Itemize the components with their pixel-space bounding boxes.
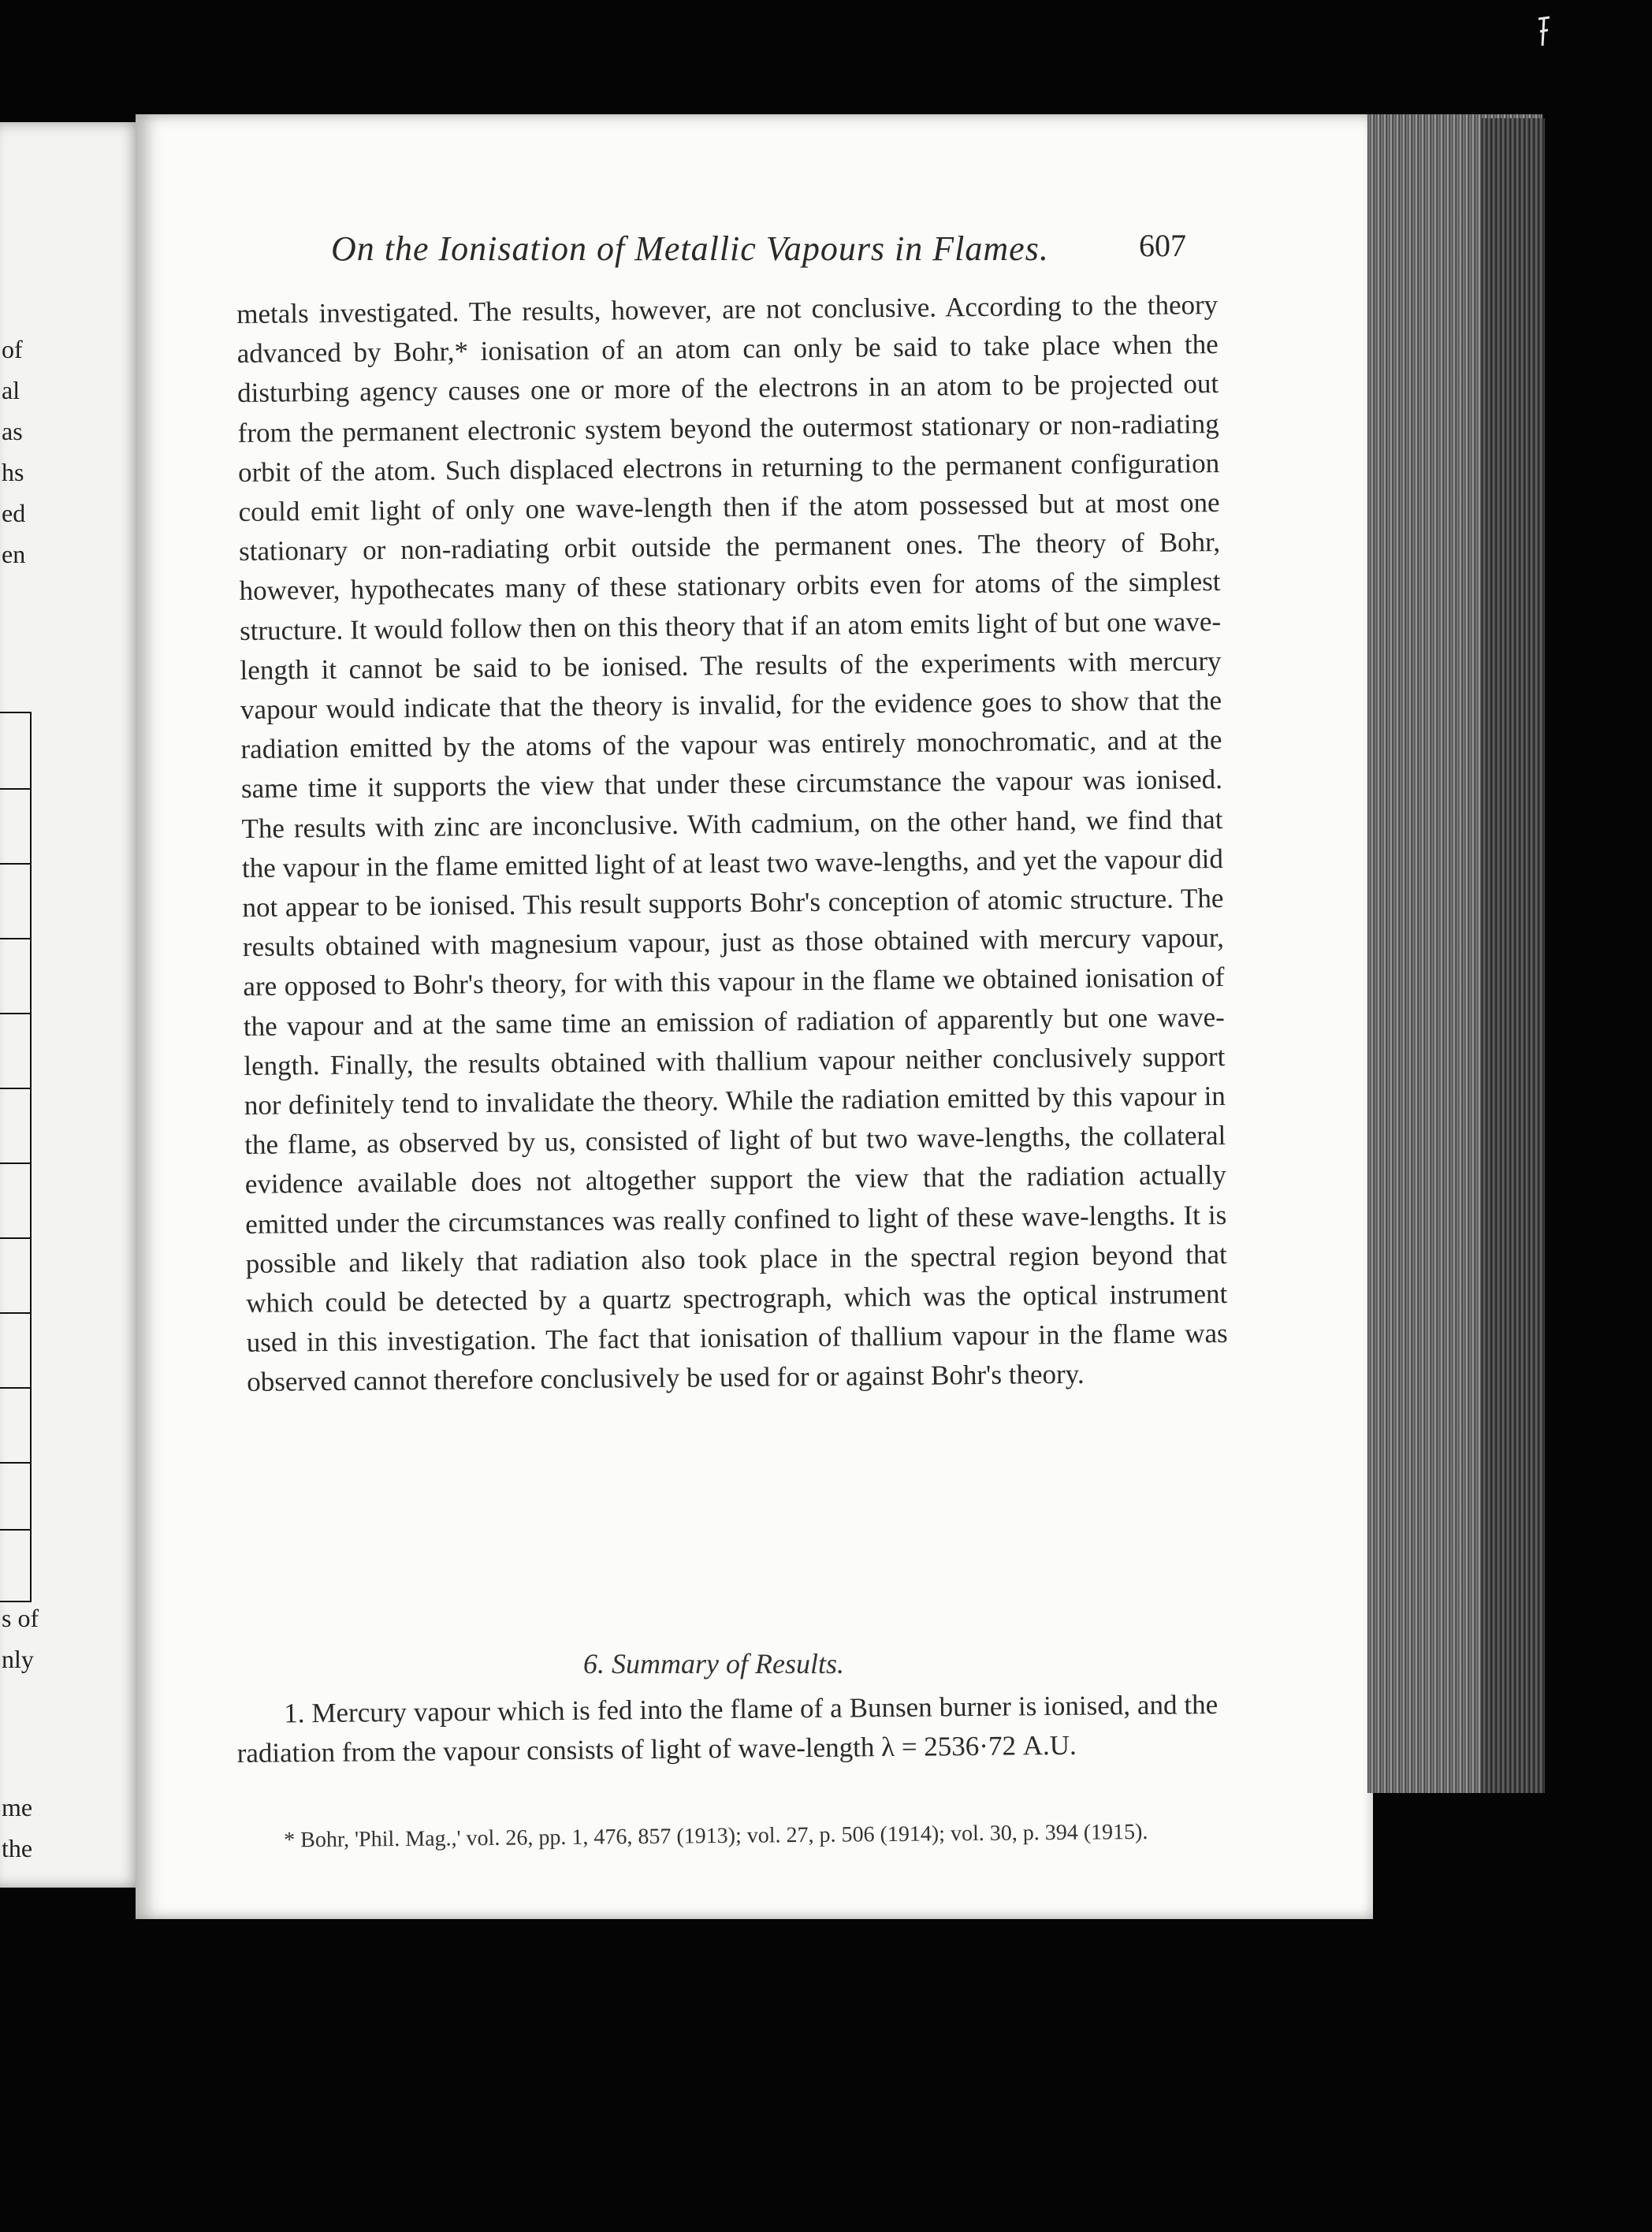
table-rule — [0, 938, 32, 939]
corner-mark-icon — [1535, 14, 1553, 49]
page-number: 607 — [1139, 228, 1186, 263]
section-heading: 6. Summary of Results. — [583, 1648, 844, 1680]
facing-page-fragment: ed — [2, 499, 26, 527]
facing-page — [0, 122, 142, 1888]
facing-page-fragment: al — [2, 376, 20, 404]
table-rule — [0, 1013, 32, 1014]
body-paragraph: metals investigated. The results, however, are not conclusive. According to the theory advanced by Bohr,* ionisation of an atom can only be said to take place when the disturbing agency causes one or more of the electrons in an atom to be projected out from the permanent electronic system beyond the outermost stationary or non-radiating orbit of the atom. Such displaced electrons in returning to the permanent configuration could emit light of only one wave-length then if the atom possessed but at most one stationary or non-radiating orbit outside the permanent ones. The theory of Bohr, however, hypothecates many of these stationary orbits even for atoms of the simplest structure. It would follow then on this theory that if an atom emits light of but one wave-length it cannot be said to be ionised. The results of the experiments with mercury vapour would indicate that the theory is invalid, for the evidence goes to show that the radiation emitted by the atoms of the vapour was entirely monochromatic, and at the same time it supports the view that under these circumstance the vapour was ionised. The results with zinc are inconclusive. With cadmium, on the other hand, we find that the vapour in the flame emitted light of at least two wave-lengths, and yet the vapour did not appear to be ionised. This result supports Bohr's conception of atomic structure. The results obtained with magnesium vapour, just as those obtained with mercury vapour, are opposed to Bohr's theory, for with this vapour in the flame we obtained ionisation of the vapour and at the same time an emission of radiation of apparently but one wave-length. Finally, the results obtained with thallium vapour neither conclusively support nor definitely tend to invalidate the theory. While the radiation emitted by this vapour in the flame, as observed by us, consisted of light of but two wave-lengths, the collateral evidence available does not altogether support the view that the radiation actually emitted under the circumstances was really confined to light of these wave-lengths. It is possible and likely that radiation also took place in the spectral region beyond that which could be detected by a quartz spectrograph, which was the optical instrument used in this investigation. The fact that ionisation of thallium vapour in the flame was observed cannot therefore conclusively be used for or against Bohr's theory. — [236, 289, 1228, 1398]
facing-page-fragment: me — [2, 1793, 33, 1821]
table-rule — [0, 1462, 32, 1464]
facing-page-fragment: of — [2, 335, 23, 363]
running-title: On the Ionisation of Metallic Vapours in Flames. — [331, 229, 1049, 268]
table-rule — [0, 788, 32, 790]
facing-page-fragment: hs — [2, 458, 24, 486]
table-rule — [0, 1529, 32, 1531]
footnote: * Bohr, 'Phil. Mag.,' vol. 26, pp. 1, 476, 857 (1913); vol. 27, p. 506 (1914); vol. 30, p. 394 (1915). — [284, 1819, 1148, 1853]
facing-page-fragment: en — [2, 540, 26, 568]
table-rule — [0, 1162, 32, 1164]
page-edges-shadow — [1482, 118, 1545, 1793]
facing-page-fragment: s of — [2, 1604, 39, 1632]
table-rule — [0, 1088, 32, 1089]
facing-page-fragment: the — [2, 1834, 33, 1862]
facing-page-fragment: nly — [2, 1645, 34, 1673]
table-rule — [0, 1312, 32, 1314]
facing-page-table — [0, 712, 32, 1602]
table-rule — [0, 1387, 32, 1389]
table-rule — [0, 1237, 32, 1239]
summary-item: 1. Mercury vapour which is fed into the flame of a Bunsen burner is ionised, and the radiation from the vapour consists of light of wave-length λ = 2536·72 A.U. — [236, 1689, 1219, 1769]
facing-page-fragment: as — [2, 417, 23, 445]
table-rule — [0, 863, 32, 865]
